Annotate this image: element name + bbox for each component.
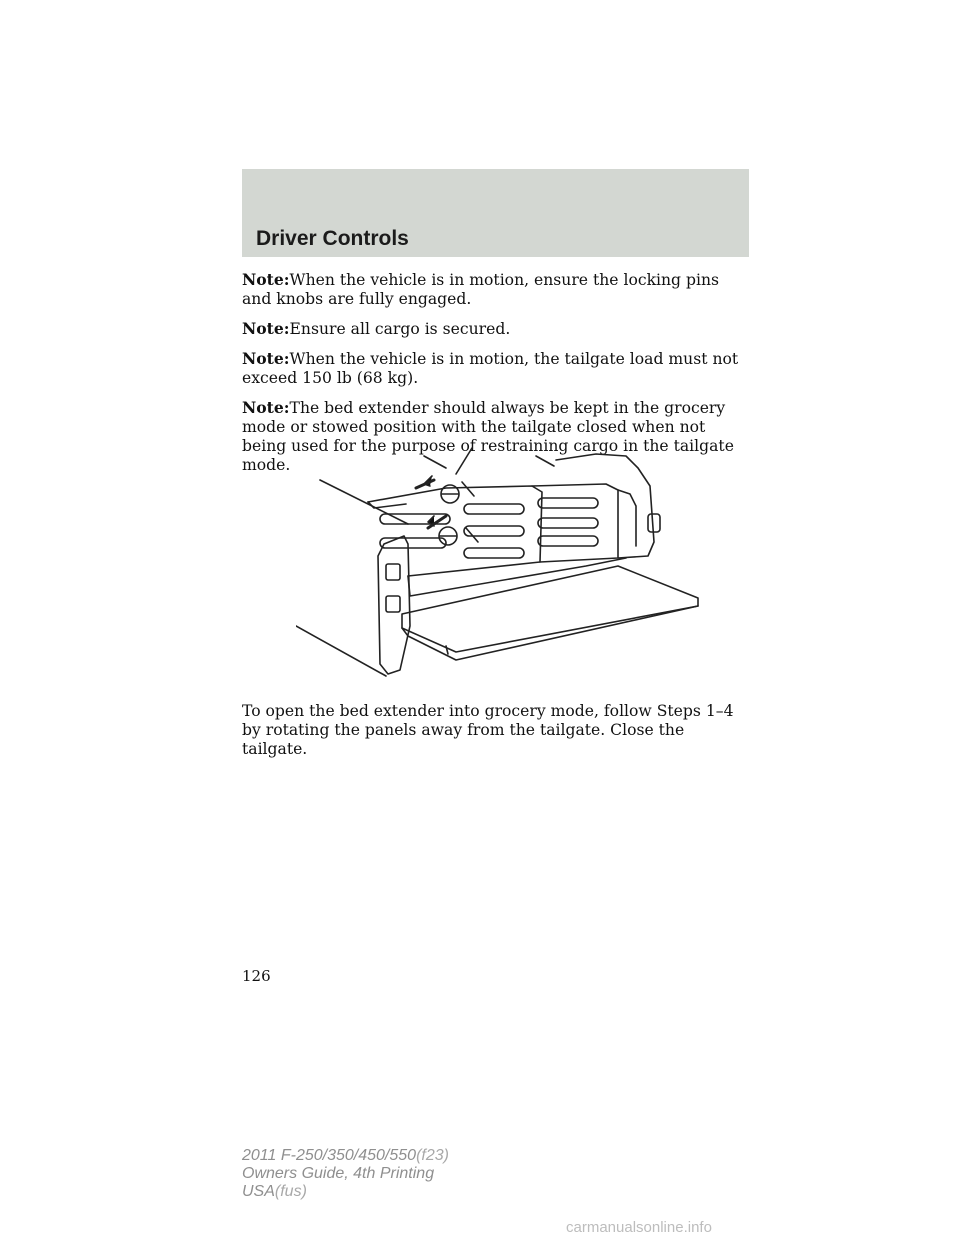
page-number: 126 <box>242 967 271 985</box>
bed-extender-illustration <box>296 446 706 680</box>
note-3: Note:When the vehicle is in motion, the tailgate load must not exceed 150 lb (68 kg). <box>242 349 739 387</box>
note-2: Note:Ensure all cargo is secured. <box>242 319 511 338</box>
instruction-paragraph: To open the bed extender into grocery mode, follow Steps 1–4 by rotating the panels away from the tailgate. Close the tailgate. <box>242 702 734 758</box>
note-1: Note:When the vehicle is in motion, ensure the locking pins and knobs are fully engaged. <box>242 270 720 308</box>
section-header-band <box>242 169 749 257</box>
watermark-text: carmanualsonline.info <box>566 1219 712 1236</box>
section-title: Driver Controls <box>256 227 409 250</box>
note-4: Note:The bed extender should always be kept in the grocery mode or stowed position with the tailgate closed when not being used for the purpose of restraining cargo in the tailgate mode. <box>242 398 734 474</box>
document-footer: 2011 F-250/350/450/550(f23) Owners Guide, 4th Printing USA(fus) <box>242 1147 449 1200</box>
